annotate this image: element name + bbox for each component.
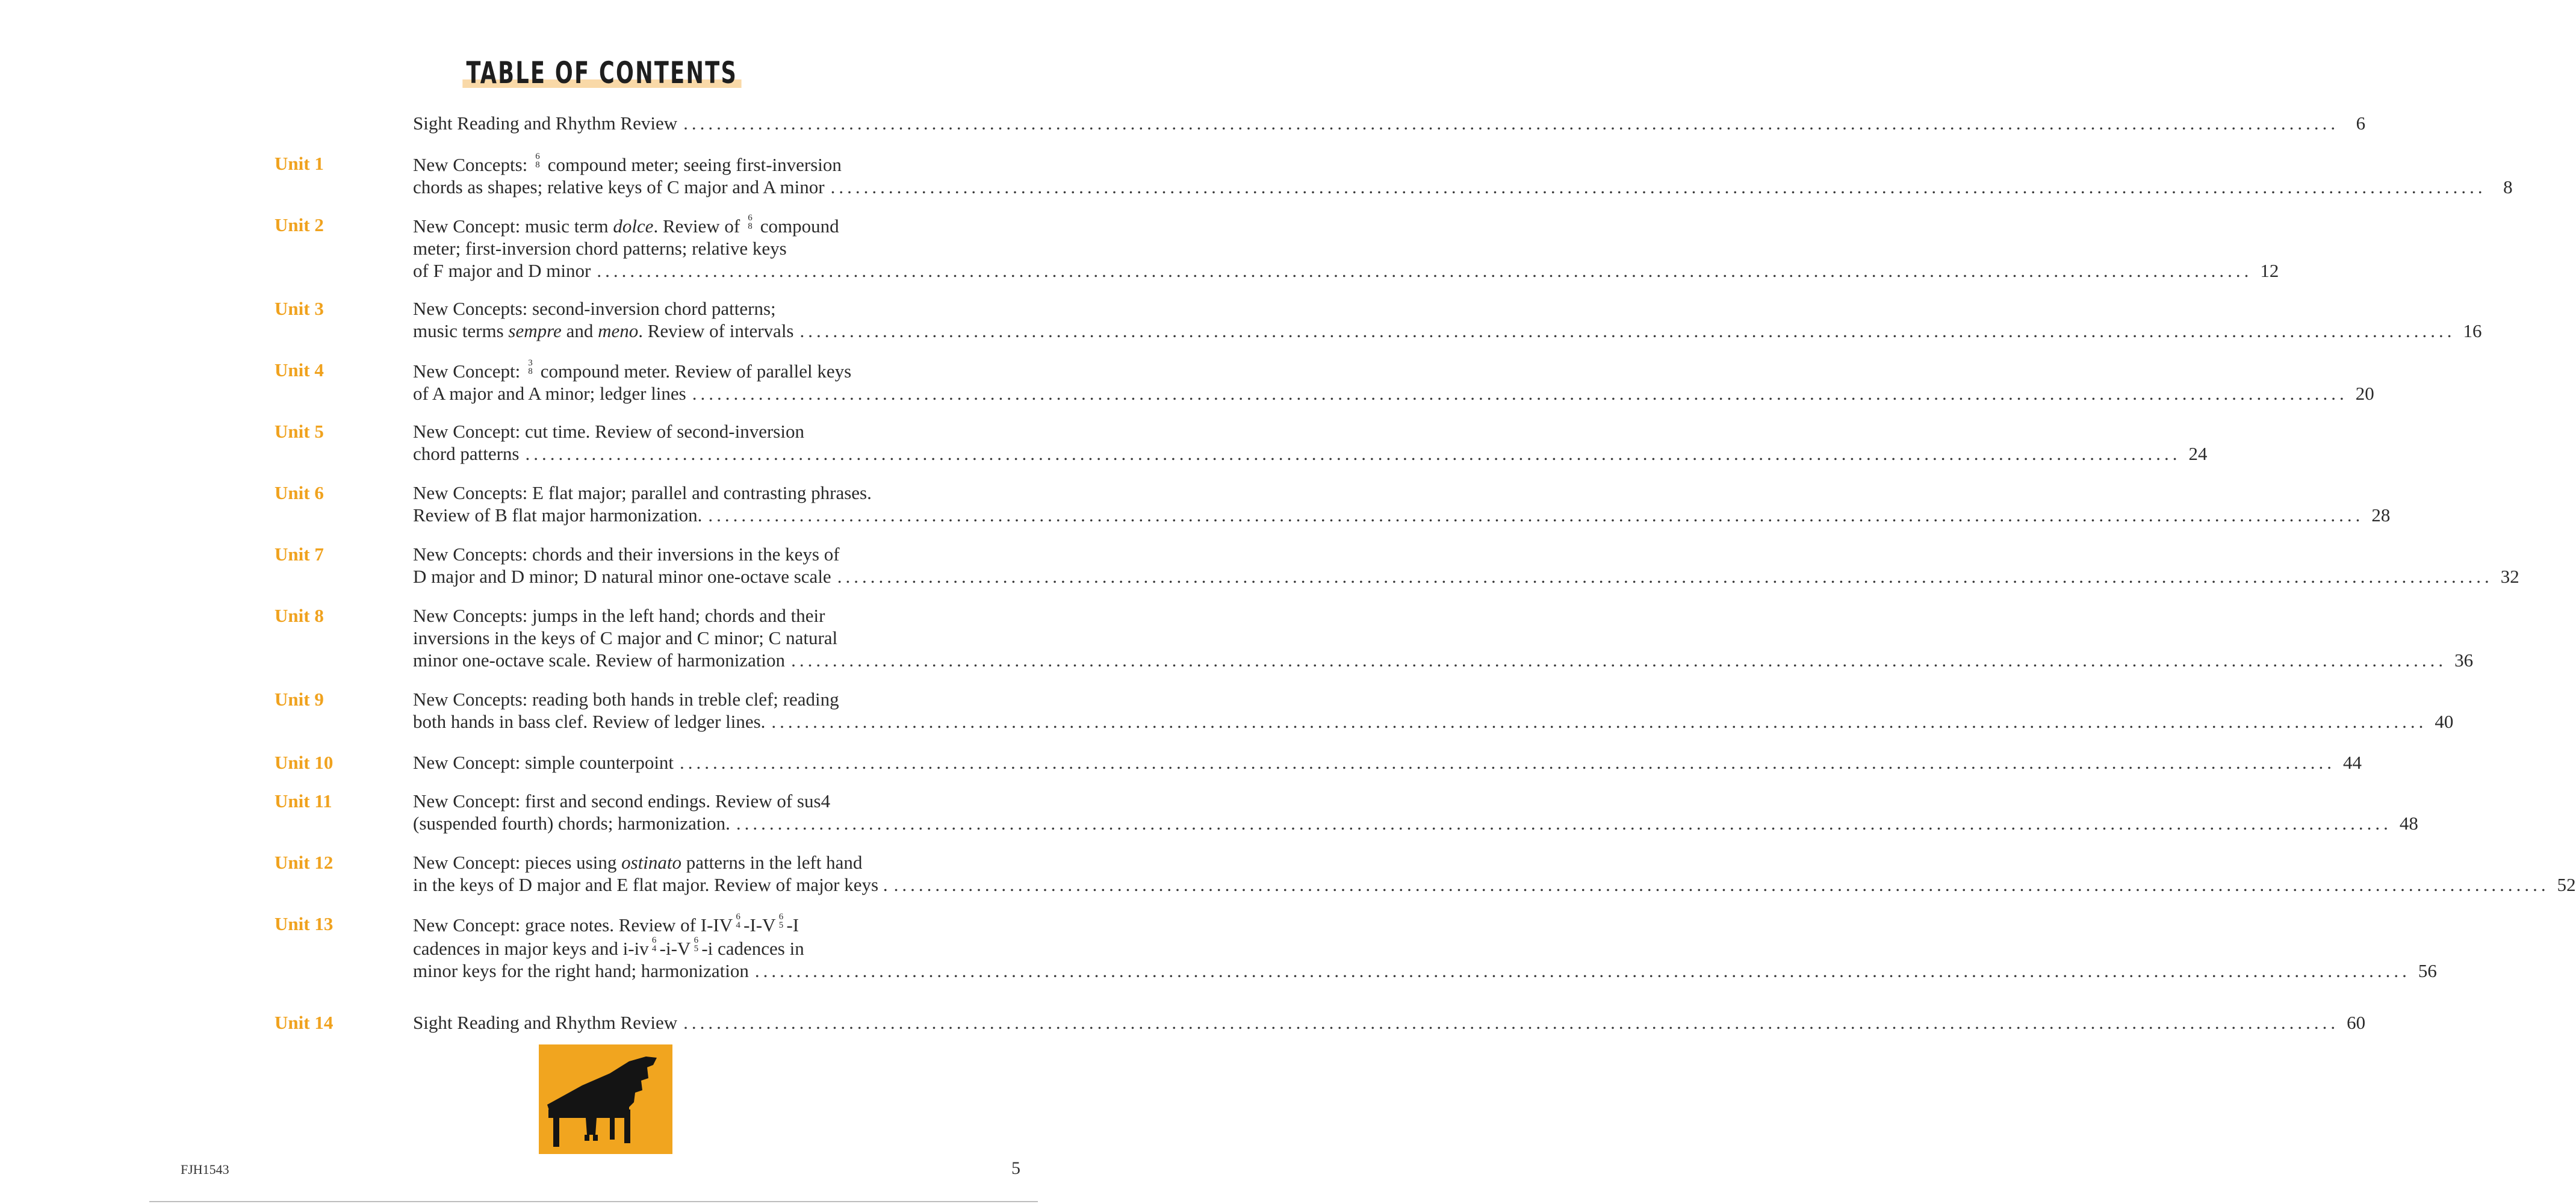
description-last-line bbox=[413, 812, 2418, 834]
entry-description bbox=[413, 420, 2208, 465]
entry-description bbox=[413, 688, 2454, 733]
page-ref: 44 bbox=[2343, 752, 2362, 773]
description-last-line bbox=[413, 751, 2362, 774]
description-last-line bbox=[413, 960, 2437, 982]
description-line: New Concept: music term dolce. Review of 6 8 compound bbox=[413, 213, 839, 237]
unit-label: Unit 12 bbox=[275, 852, 334, 873]
dot-leader: ........................................................................................................................................................................................................ bbox=[791, 650, 2447, 671]
description-last-line bbox=[413, 442, 2208, 465]
unit-label: Unit 4 bbox=[275, 359, 324, 380]
page-ref: 12 bbox=[2260, 260, 2279, 281]
unit-label: Unit 9 bbox=[275, 689, 324, 710]
description-text: Sight Reading and Rhythm Review bbox=[413, 113, 678, 134]
dot-leader: ........................................................................................................................................................................................................ bbox=[893, 874, 2550, 895]
dot-leader: ........................................................................................................................................................................................................ bbox=[597, 260, 2253, 281]
description-text: both hands in bass clef. Review of ledger lines. bbox=[413, 711, 766, 732]
unit-label: Unit 2 bbox=[275, 214, 324, 235]
dot-leader: ........................................................................................................................................................................................................ bbox=[683, 113, 2339, 134]
page-ref: 20 bbox=[2355, 383, 2374, 404]
description-line: New Concept: grace notes. Review of I-IV 6 4 -I-V 6 5 -I bbox=[413, 912, 799, 936]
italic-term: meno bbox=[598, 320, 639, 341]
unit-label: Unit 14 bbox=[275, 1012, 334, 1033]
description-last-line bbox=[413, 710, 2454, 733]
description-line: New Concept: cut time. Review of second-inversion bbox=[413, 421, 804, 442]
page-ref: 6 bbox=[2356, 113, 2366, 134]
entry-description bbox=[413, 851, 2576, 896]
description-line: New Concepts: 6 8 compound meter; seeing first-inversion bbox=[413, 152, 842, 175]
entry-description bbox=[413, 482, 2391, 526]
dot-leader: ........................................................................................................................................................................................................ bbox=[830, 176, 2486, 197]
dot-leader: ........................................................................................................................................................................................................ bbox=[683, 1012, 2339, 1033]
page-ref: 56 bbox=[2418, 960, 2437, 981]
description-last-line bbox=[413, 259, 2279, 282]
time-signature-fraction: 6 5 bbox=[694, 936, 699, 954]
description-last-line bbox=[413, 874, 2576, 896]
description-text: of F major and D minor bbox=[413, 260, 591, 281]
description-text: in the keys of D major and E flat major. Review of major keys . bbox=[413, 874, 888, 895]
description-line: cadences in major keys and i-iv 6 4 -i-V 6 5 -i cadences in bbox=[413, 936, 804, 959]
description-text: Review of B flat major harmonization. bbox=[413, 504, 703, 526]
piano-illustration bbox=[539, 1044, 672, 1154]
description-text: of A major and A minor; ledger lines bbox=[413, 383, 686, 404]
time-signature-fraction: 3 8 bbox=[528, 358, 533, 376]
entry-description bbox=[413, 751, 2362, 774]
description-text: Sight Reading and Rhythm Review bbox=[413, 1012, 678, 1033]
entry-description bbox=[413, 604, 2474, 671]
unit-label: Unit 13 bbox=[275, 913, 334, 934]
entry-description bbox=[413, 152, 2513, 198]
description-last-line bbox=[413, 565, 2519, 588]
description-line: New Concepts: E flat major; parallel and contrasting phrases. bbox=[413, 482, 872, 503]
unit-label: Unit 8 bbox=[275, 605, 324, 626]
description-line: New Concepts: jumps in the left hand; chords and their bbox=[413, 605, 825, 626]
time-signature-fraction: 6 5 bbox=[778, 912, 784, 930]
description-text: music terms sempre and meno. Review of intervals bbox=[413, 320, 794, 341]
page-number: 5 bbox=[1011, 1158, 1020, 1178]
unit-label: Unit 1 bbox=[275, 153, 324, 174]
time-signature-fraction: 6 4 bbox=[651, 936, 657, 954]
page-ref: 40 bbox=[2435, 711, 2454, 732]
description-line: New Concepts: second-inversion chord patterns; bbox=[413, 298, 776, 319]
description-last-line bbox=[413, 176, 2513, 198]
page-ref: 8 bbox=[2503, 176, 2513, 197]
description-text: chords as shapes; relative keys of C major and A minor bbox=[413, 176, 825, 197]
unit-label: Unit 5 bbox=[275, 421, 324, 442]
page-title: TABLE OF CONTENTS bbox=[462, 55, 741, 90]
page-ref: 16 bbox=[2463, 320, 2482, 341]
unit-label: Unit 3 bbox=[275, 298, 324, 319]
description-text: D major and D minor; D natural minor one-octave scale bbox=[413, 566, 831, 587]
description-last-line bbox=[413, 382, 2374, 405]
description-line: meter; first-inversion chord patterns; relative keys bbox=[413, 238, 787, 259]
description-line: New Concept: pieces using ostinato patterns in the left hand bbox=[413, 852, 863, 873]
page-ref: 52 bbox=[2557, 874, 2576, 895]
entry-description bbox=[413, 1011, 2366, 1034]
entry-description bbox=[413, 358, 2374, 405]
description-line: New Concepts: chords and their inversions in the keys of bbox=[413, 544, 840, 565]
entry-description bbox=[413, 912, 2437, 982]
description-line: New Concept: first and second endings. Review of sus4 bbox=[413, 790, 831, 811]
description-text: minor keys for the right hand; harmonization bbox=[413, 960, 749, 981]
italic-term: dolce bbox=[613, 216, 654, 237]
unit-label: Unit 10 bbox=[275, 752, 334, 773]
title-container bbox=[0, 55, 1204, 90]
entry-description bbox=[413, 790, 2418, 834]
description-text: (suspended fourth) chords; harmonization. bbox=[413, 813, 730, 834]
dot-leader: ........................................................................................................................................................................................................ bbox=[754, 960, 2410, 981]
dot-leader: ........................................................................................................................................................................................................ bbox=[708, 504, 2364, 526]
time-signature-fraction: 6 4 bbox=[736, 912, 740, 930]
entry-description bbox=[413, 543, 2519, 588]
dot-leader: ........................................................................................................................................................................................................ bbox=[680, 752, 2336, 773]
description-text: New Concept: simple counterpoint bbox=[413, 752, 674, 773]
italic-term: ostinato bbox=[621, 852, 681, 873]
entry-description bbox=[413, 297, 2482, 342]
dot-leader: ........................................................................................................................................................................................................ bbox=[525, 443, 2181, 464]
unit-label: Unit 7 bbox=[275, 544, 324, 565]
description-last-line bbox=[413, 320, 2482, 342]
description-last-line bbox=[413, 649, 2474, 671]
entry-description bbox=[413, 213, 2279, 282]
grand-piano-icon bbox=[539, 1044, 672, 1154]
unit-label: Unit 6 bbox=[275, 482, 324, 503]
page-ref: 48 bbox=[2399, 813, 2418, 834]
description-line: New Concepts: reading both hands in treble clef; reading bbox=[413, 689, 839, 710]
description-last-line bbox=[413, 1011, 2366, 1034]
page-ref: 28 bbox=[2371, 504, 2391, 526]
description-last-line bbox=[413, 504, 2391, 526]
italic-term: sempre bbox=[508, 320, 562, 341]
description-last-line bbox=[413, 112, 2366, 134]
page-ref: 36 bbox=[2454, 650, 2474, 671]
dot-leader: ........................................................................................................................................................................................................ bbox=[692, 383, 2348, 404]
dot-leader: ........................................................................................................................................................................................................ bbox=[837, 566, 2493, 587]
page-ref: 60 bbox=[2347, 1012, 2366, 1033]
description-text: minor one-octave scale. Review of harmonization bbox=[413, 650, 786, 671]
page-ref: 32 bbox=[2500, 566, 2519, 587]
time-signature-fraction: 6 8 bbox=[748, 213, 753, 231]
description-line: New Concept: 3 8 compound meter. Review of parallel keys bbox=[413, 358, 852, 382]
dot-leader: ........................................................................................................................................................................................................ bbox=[771, 711, 2427, 732]
page-ref: 24 bbox=[2188, 443, 2208, 464]
description-line: inversions in the keys of C major and C minor; C natural bbox=[413, 627, 838, 648]
unit-label: Unit 11 bbox=[275, 790, 332, 811]
bottom-rule bbox=[149, 1201, 1038, 1202]
time-signature-fraction: 6 8 bbox=[535, 152, 540, 170]
description-text: chord patterns bbox=[413, 443, 520, 464]
dot-leader: ........................................................................................................................................................................................................ bbox=[736, 813, 2392, 834]
entry-description bbox=[413, 112, 2366, 134]
dot-leader: ........................................................................................................................................................................................................ bbox=[799, 320, 2456, 341]
catalog-code: FJH1543 bbox=[181, 1162, 229, 1177]
